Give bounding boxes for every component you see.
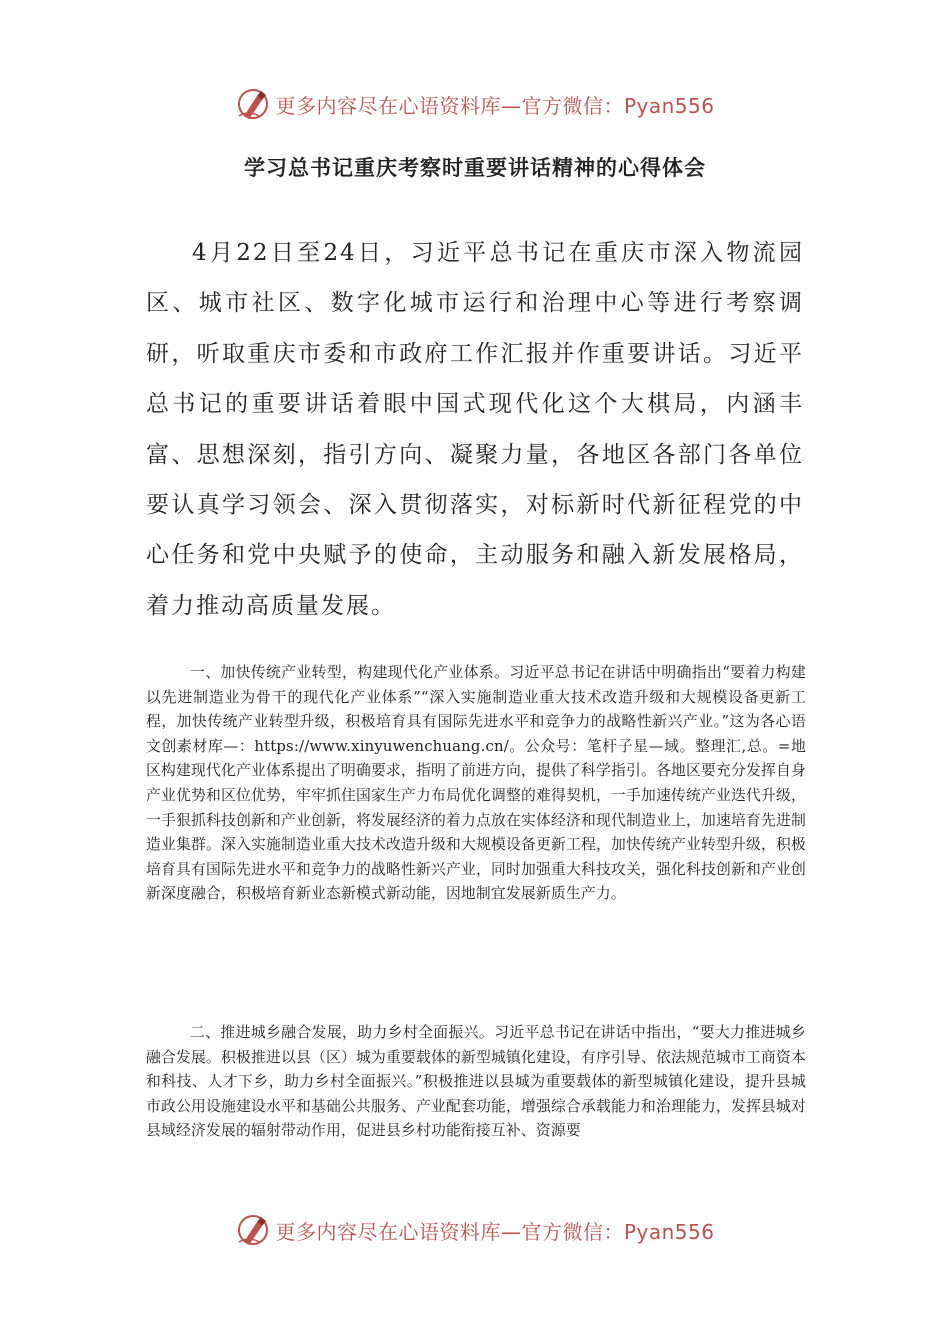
watermark-text <box>275 1216 714 1245</box>
watermark-dash: — <box>500 1219 522 1244</box>
watermark-contact: 官方微信：Pyan556 <box>521 1219 715 1244</box>
watermark-dash: — <box>500 93 522 118</box>
watermark-contact: 官方微信：Pyan556 <box>521 93 715 118</box>
body-paragraph-1: 一、加快传统产业转型，构建现代化产业体系。习近平总书记在讲话中明确指出“要着力构建以先进制造业为骨干的现代化产业体系”“深入实施制造业重大技术改造升级和大规模设备更新工程，加快传统产业转型升级，积极培育具有国际先进水平和竞争力的战略性新兴产业。”这为各心语文创素材库—：https://www.xinyuwenchuang.cn/。公众号：笔杆子星—域。整理汇,总。=地区构建现代化产业体系提出了明确要求，指明了前进方向，提供了科学指引。各地区要充分发挥自身产业优势和区位优势，牢牢抓住国家生产力布局优化调整的难得契机，一手加速传统产业迭代升级，一手狠抓科技创新和产业创新，将发展经济的着力点放在实体经济和现代制造业上，加速培育先进制造业集群。深入实施制造业重大技术改造升级和大规模设备更新工程，加快传统产业转型升级，积极培育具有国际先进水平和竞争力的战略性新兴产业，同时加强重大科技攻关，强化科技创新和产业创新深度融合，积极培育新业态新模式新动能，因地制宜发展新质生产力。 <box>146 664 806 903</box>
footer-watermark-banner <box>0 1208 950 1252</box>
lead-paragraph: 4月22日至24日，习近平总书记在重庆市深入物流园区、城市社区、数字化城市运行和治理中心等进行考察调研，听取重庆市委和市政府工作汇报并作重要讲话。习近平总书记的重要讲话着眼中国式现代化这个大棋局，内涵丰富、思想深刻，指引方向、凝聚力量，各地区各部门各单位要认真学习领会、深入贯彻落实，对标新时代新征程党的中心任务和党中央赋予的使命，主动服务和融入新发展格局，着力推动高质量发展。 <box>146 240 804 619</box>
document-title: 学习总书记重庆考察时重要讲话精神的心得体会 <box>244 156 706 180</box>
watermark-text <box>275 90 714 119</box>
body-paragraph-2: 二、推进城乡融合发展，助力乡村全面振兴。习近平总书记在讲话中指出，“要大力推进城乡融合发展。积极推进以县（区）城为重要载体的新型城镇化建设，有序引导、依法规范城市工商资本和科技、人才下乡，助力乡村全面振兴。”积极推进以县城为重要载体的新型城镇化建设，提升县城市政公用设施建设水平和基础公共服务、产业配套功能，增强综合承载能力和治理能力，发挥县城对县域经济发展的辐射带动作用，促进县乡村功能衔接互补、资源要 <box>146 1024 806 1140</box>
pen-nib-logo-icon <box>235 86 271 122</box>
pen-nib-logo-icon <box>235 1212 271 1248</box>
watermark-main-text: 更多内容尽在心语资料库 <box>275 1219 501 1244</box>
watermark-main-text: 更多内容尽在心语资料库 <box>275 93 501 118</box>
header-watermark-banner <box>0 82 950 126</box>
